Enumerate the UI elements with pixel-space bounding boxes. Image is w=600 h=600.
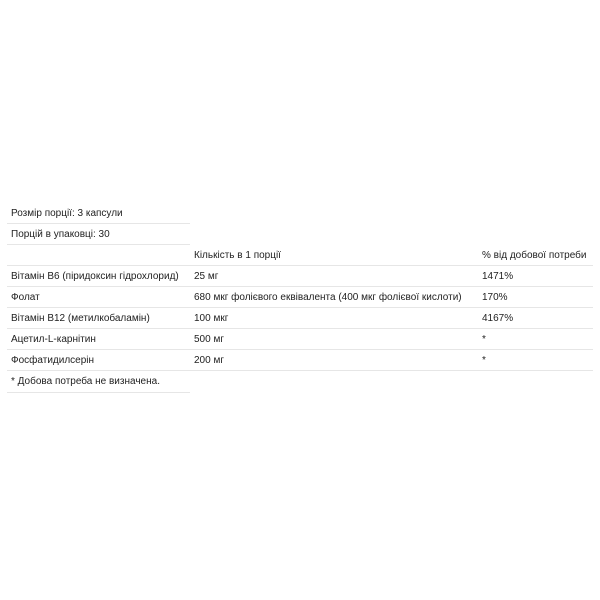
footnote-text: * Добова потреба не визначена. <box>11 376 160 387</box>
table-row <box>7 287 593 308</box>
table-row <box>7 329 593 350</box>
nutrient-daily-value: * <box>482 334 486 345</box>
servings-per-container-text: Порцій в упаковці: 30 <box>11 229 110 240</box>
nutrient-amount: 25 мг <box>194 271 219 282</box>
supplement-facts-table <box>7 203 593 393</box>
nutrient-daily-value: 170% <box>482 292 508 303</box>
amount-header: Кількість в 1 порції <box>194 250 281 261</box>
table-row <box>7 308 593 329</box>
footnote-row <box>7 371 190 393</box>
servings-per-container-row <box>7 224 190 245</box>
nutrient-name: Фолат <box>11 292 40 303</box>
serving-size-text: Розмір порції: 3 капсули <box>11 208 123 219</box>
serving-size-row <box>7 203 190 224</box>
nutrient-amount: 200 мг <box>194 355 224 366</box>
nutrient-name: Ацетил-L-карнітин <box>11 334 96 345</box>
nutrient-amount: 680 мкг фолієвого еквівалента (400 мкг фолієвої кислоти) <box>194 292 462 303</box>
nutrient-daily-value: 4167% <box>482 313 514 324</box>
nutrient-amount: 100 мкг <box>194 313 229 324</box>
nutrient-daily-value: * <box>482 355 486 366</box>
daily-value-header: % від добової потреби <box>482 250 587 261</box>
nutrient-daily-value: 1471% <box>482 271 514 282</box>
table-row <box>7 350 593 371</box>
table-header-row <box>7 245 593 266</box>
nutrient-name: Вітамін В6 (піридоксин гідрохлорид) <box>11 271 179 282</box>
table-row <box>7 266 593 287</box>
nutrient-amount: 500 мг <box>194 334 224 345</box>
nutrient-name: Вітамін В12 (метилкобаламін) <box>11 313 150 324</box>
nutrient-name: Фосфатидилсерін <box>11 355 95 366</box>
